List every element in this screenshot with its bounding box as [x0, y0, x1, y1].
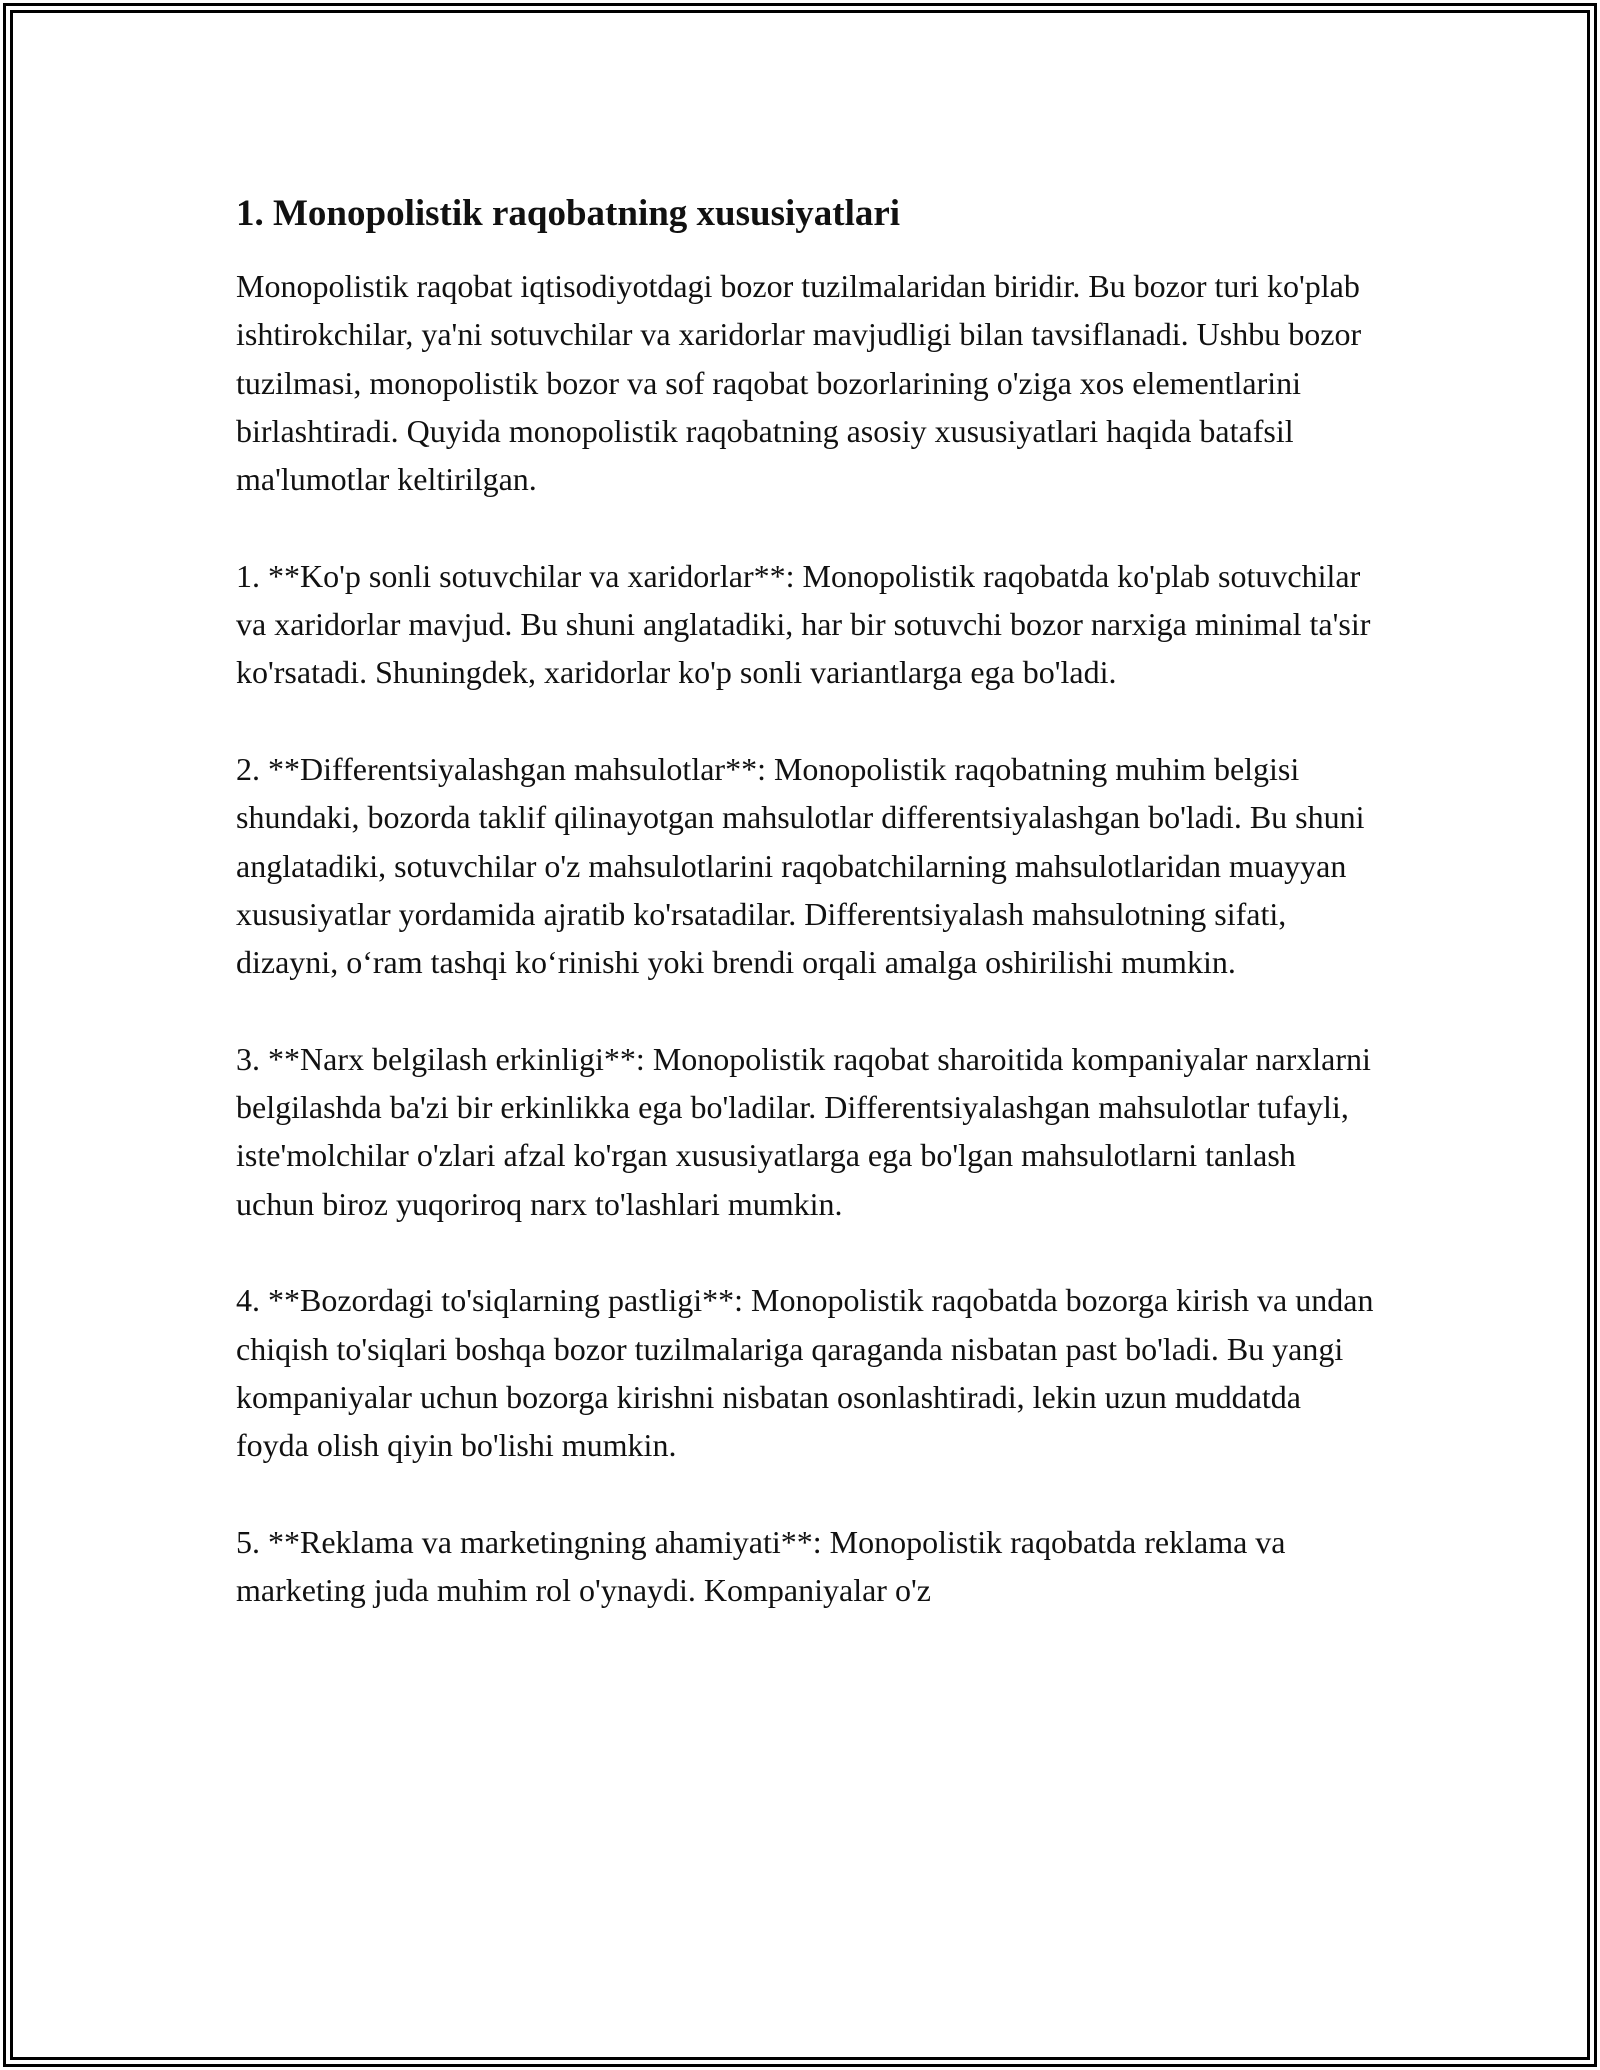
document-body: [236, 188, 1376, 1663]
point-2-paragraph: 2. **Differentsiyalashgan mahsulotlar**: Monopolistik raqobatning muhim belgisi shundaki, bozorda taklif qilinayotgan mahsulotlar differentsiyalashgan bo'ladi. Bu shuni anglatadiki, sotuvchilar o'z mahsulotlarini raqobatchilarning mahsulotlaridan muayyan xususiyatlar yordamida ajratib ko'rsatadilar. Differentsiyalash mahsulotning sifati, dizayni, o‘ram tashqi ko‘rinishi yoki brendi orqali amalga oshirilishi mumkin.: [236, 750, 1365, 981]
document-heading: 1. Monopolistik raqobatning xususiyatlari: [236, 193, 901, 234]
point-4-paragraph: 4. **Bozordagi to'siqlarning pastligi**: Monopolistik raqobatda bozorga kirish va undan chiqish to'siqlari boshqa bozor tuzilmalariga qaraganda nisbatan past bo'ladi. Bu yangi kompaniyalar uchun bozorga kirishni nisbatan osonlashtiradi, lekin uzun muddatda foyda olish qiyin bo'lishi mumkin.: [236, 1282, 1374, 1464]
point-3-paragraph: 3. **Narx belgilash erkinligi**: Monopolistik raqobat sharoitida kompaniyalar narxlarni belgilashda ba'zi bir erkinlikka ega bo'ladilar. Differentsiyalashgan mahsulotlar tufayli, iste'molchilar o'zlari afzal ko'rgan xususiyatlarga ega bo'lgan mahsulotlarni tanlash uchun biroz yuqoriroq narx to'lashlari mumkin.: [236, 1040, 1371, 1222]
intro-paragraph: Monopolistik raqobat iqtisodiyotdagi bozor tuzilmalaridan biridir. Bu bozor turi ko'plab ishtirokchilar, ya'ni sotuvchilar va xaridorlar mavjudligi bilan tavsiflanadi. Ushbu bozor tuzilmasi, monopolistik bozor va sof raqobat bozorlarining o'ziga xos elementlarini birlashtiradi. Quyida monopolistik raqobatning asosiy xususiyatlari haqida batafsil ma'lumotlar keltirilgan.: [236, 268, 1362, 498]
point-1-paragraph: 1. **Ko'p sonli sotuvchilar va xaridorlar**: Monopolistik raqobatda ko'plab sotuvchilar va xaridorlar mavjud. Bu shuni anglatadiki, har bir sotuvchi bozor narxiga minimal ta'sir ko'rsatadi. Shuningdek, xaridorlar ko'p sonli variantlarga ega bo'ladi.: [236, 557, 1371, 691]
point-5-paragraph: 5. **Reklama va marketingning ahamiyati**: Monopolistik raqobatda reklama va marketing juda muhim rol o'ynaydi. Kompaniyalar o'z: [236, 1523, 1286, 1609]
